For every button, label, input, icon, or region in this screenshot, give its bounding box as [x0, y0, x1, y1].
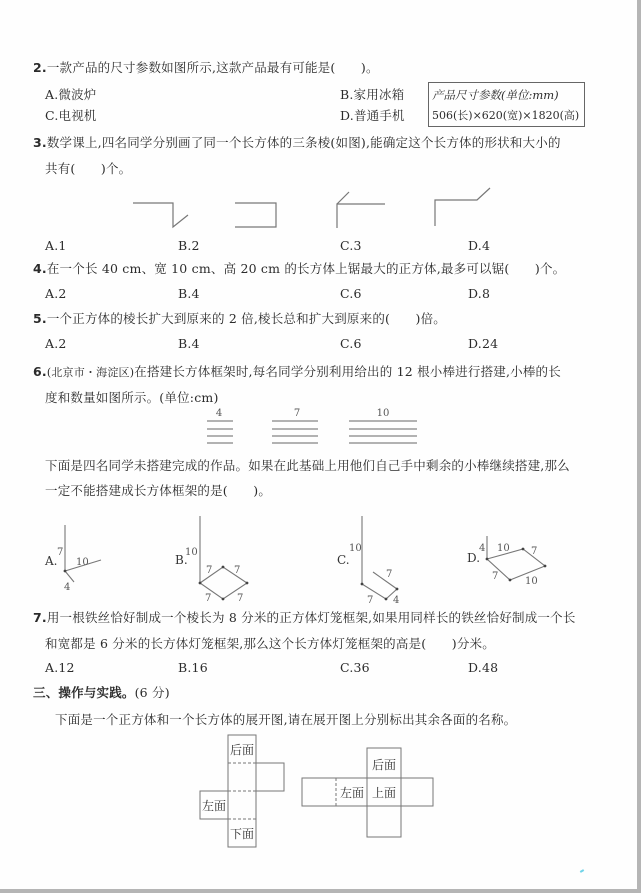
q4-option-c[interactable]: C.6: [340, 286, 362, 301]
scan-speck: [580, 869, 584, 873]
q6-b-label-7c: 7: [205, 593, 212, 604]
q6-d-label-7b: 7: [492, 571, 499, 582]
q6-d-label-10a: 10: [497, 543, 510, 554]
q5-option-d[interactable]: D.24: [468, 336, 499, 351]
q6-option-c-letter: C.: [337, 553, 350, 567]
q6-option-b[interactable]: [175, 516, 248, 604]
cube-net-bottom-label: 下面: [229, 827, 255, 841]
q6-c-label-4: 4: [393, 595, 400, 606]
q4-option-a[interactable]: A.2: [45, 286, 67, 301]
q6-option-d-letter: D.: [467, 551, 481, 565]
q2-option-c[interactable]: C.电视机: [45, 108, 97, 123]
q6-c-label-7a: 7: [386, 569, 393, 580]
q4-text: 在一个长 40 cm、宽 10 cm、高 20 cm 的长方体上锯最大的正方体,最多可以锯( )个。: [46, 261, 566, 276]
section3-points: (6 分): [134, 685, 170, 700]
q5-option-c[interactable]: C.6: [340, 336, 362, 351]
q7-option-c[interactable]: C.36: [340, 660, 370, 675]
q2-number: 2.: [33, 60, 47, 75]
q3-edge-figures: [0, 180, 641, 240]
q6-c-label-10: 10: [349, 543, 362, 554]
q6-option-a-letter: A.: [45, 554, 58, 568]
q3-option-c[interactable]: C.3: [340, 238, 362, 253]
q6-number: 6.: [33, 364, 47, 379]
q3-number: 3.: [33, 135, 47, 150]
q6-text: 在搭建长方体框架时,每名同学分别利用给出的 12 根小棒进行搭建,小棒的长: [134, 364, 561, 379]
stick-bundle-4cm: [207, 408, 233, 443]
q6-option-a[interactable]: [44, 525, 101, 593]
section3-title: 三、操作与实践。: [33, 685, 135, 700]
q6-d-label-10b: 10: [525, 576, 538, 587]
q4-number: 4.: [33, 261, 47, 276]
net-diagrams: [0, 730, 641, 860]
q7-stem-line2: 和宽都是 6 分米的长方体灯笼框架,那么这个长方体灯笼框架的高是( )分米。: [45, 636, 495, 651]
q6-option-c[interactable]: [337, 516, 399, 606]
q6-stem-line3: 下面是四名同学未搭建完成的作品。如果在此基础上用他们自己手中剩余的小棒继续搭建,那么: [45, 458, 570, 473]
q6-a-label-4: 4: [64, 582, 71, 593]
q5-number: 5.: [33, 311, 47, 326]
q6-option-d[interactable]: [467, 536, 546, 587]
q6-source: (北京市・海淀区): [46, 366, 135, 379]
q7-option-a[interactable]: A.12: [45, 660, 75, 675]
q2-option-b[interactable]: B.家用冰箱: [340, 87, 405, 102]
section3-heading: [33, 685, 170, 701]
label: 7: [57, 547, 64, 558]
q3-option-a[interactable]: A.1: [45, 238, 67, 253]
q3-stem-line1: [33, 135, 561, 151]
q7-option-b[interactable]: B.16: [178, 660, 208, 675]
stick-label-7: 7: [293, 408, 301, 419]
q2-option-a[interactable]: A.微波炉: [45, 87, 97, 102]
q6-b-label-7b: 7: [234, 565, 241, 576]
q5-stem: [33, 311, 446, 327]
cuboid-net-top-label: 上面: [371, 786, 397, 800]
edge-figure-3: [337, 192, 385, 228]
cube-net-left-label: 左面: [201, 799, 227, 813]
q6-stem-line2: 度和数量如图所示。(单位:cm): [45, 390, 219, 405]
product-spec-box: [428, 82, 585, 127]
q6-d-label-7a: 7: [531, 546, 538, 557]
spec-value: 506(长)×620(宽)×1820(高): [432, 109, 580, 122]
edge-figure-2: [235, 203, 276, 227]
stick-bundles: [0, 405, 641, 455]
q3-option-d[interactable]: D.4: [468, 238, 491, 253]
section3-instruction: 下面是一个正方体和一个长方体的展开图,请在展开图上分别标出其余各面的名称。: [55, 712, 517, 727]
q6-b-label-10: 10: [185, 547, 198, 558]
q3-option-b[interactable]: B.2: [178, 238, 200, 253]
q6-b-label-7d: 7: [237, 593, 244, 604]
stick-label-10: 10: [376, 408, 390, 419]
q6-a-label-10: 10: [76, 557, 89, 568]
stick-bundle-7cm: [272, 408, 318, 443]
q7-text: 用一根铁丝恰好制成一个棱长为 8 分米的正方体灯笼框架,如果用同样长的铁丝恰好制成一个长: [46, 610, 576, 625]
q6-option-b-letter: B.: [175, 553, 188, 567]
cuboid-net-left-label: 左面: [339, 786, 365, 800]
edge-figure-4: [435, 188, 490, 226]
page-edge-bottom: [0, 889, 641, 893]
q5-text: 一个正方体的棱长扩大到原来的 2 倍,棱长总和扩大到原来的( )倍。: [46, 311, 446, 326]
q6-c-label-7b: 7: [367, 595, 374, 606]
cube-net-back-label: 后面: [229, 743, 255, 757]
q4-stem: [33, 261, 565, 277]
edge-figure-1: [133, 203, 188, 227]
q3-stem-line2: 共有( )个。: [45, 161, 132, 176]
cuboid-net-back-label: 后面: [371, 758, 397, 772]
q7-option-d[interactable]: D.48: [468, 660, 499, 675]
q2-stem: [33, 60, 379, 76]
q6-stem-line4: 一定不能搭建成长方体框架的是( )。: [45, 483, 272, 498]
q7-stem-line1: [33, 610, 576, 626]
stick-bundle-10cm: [349, 408, 417, 443]
stick-label-4: 4: [215, 408, 223, 419]
spec-title: 产品尺寸参数(单位:mm): [432, 88, 559, 102]
q5-option-b[interactable]: B.4: [178, 336, 200, 351]
q4-option-b[interactable]: B.4: [178, 286, 200, 301]
q7-number: 7.: [33, 610, 47, 625]
q3-text: 数学课上,四名同学分别画了同一个长方体的三条棱(如图),能确定这个长方体的形状和大小的: [46, 135, 561, 150]
q6-b-label-7a: 7: [206, 565, 213, 576]
q2-text: 一款产品的尺寸参数如图所示,这款产品最有可能是( )。: [46, 60, 379, 75]
q2-option-d[interactable]: D.普通手机: [340, 108, 405, 123]
q4-option-d[interactable]: D.8: [468, 286, 491, 301]
q5-option-a[interactable]: A.2: [45, 336, 67, 351]
page-edge-right: [637, 0, 641, 893]
q6-frame-options: [0, 505, 641, 605]
q6-d-label-4: 4: [479, 543, 486, 554]
q6-stem-line1: [33, 364, 561, 381]
cuboid-net: [302, 748, 433, 837]
